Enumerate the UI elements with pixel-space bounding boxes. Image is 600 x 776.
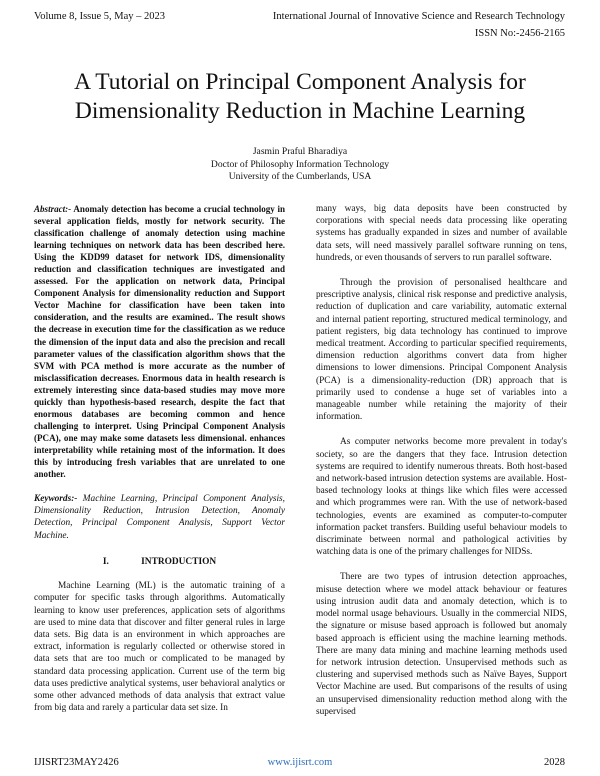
- section-number: I.: [102, 556, 109, 567]
- footer-paper-id: IJISRT23MAY2426: [34, 757, 119, 768]
- keywords-text: Machine Learning, Principal Component Analysis, Dimensionality Reduction, Intrusion Detection, Anomaly Detection, Principal Component Analysis, Support Vector Machine.: [34, 494, 285, 541]
- left-column: [34, 203, 285, 714]
- header-journal: International Journal of Innovative Science and Research Technology: [272, 11, 565, 22]
- abstract-text: Anomaly detection has become a crucial technology in several application fields, mostly for network security. The classification challenge of anomaly detection using machine learning techniques on network data has been described here. Using the KDD99 dataset for network IDS, dimensionality reduction and classification techniques are investigated and assessed. For the application on network data, Principal Component Analysis for dimensionality reduction and Support Vector Machine for classification have been taken into consideration, and the results are examined.. The result shows the decrease in execution time for the classification as we reduce the dimension of the input data and also the precision and recall parameter values of the classification algorithm shows that the SVM with PCA method is more accurate as the number of misclassification decreases. Enormous data in health research is extremely interesting since data-based studies may move more quickly than hypothesis-based research, despite the fact that enormous databases are becoming common and hence challenging to interpret. Using Principal Component Analysis (PCA), one may make some datasets less dimensional. enhances interpretability while retaining most of the information. It does this by introducing fresh variables that are unrelated to one another.: [34, 204, 286, 480]
- abstract: [34, 203, 285, 480]
- right-column: [316, 203, 567, 718]
- right-paragraph-2: Through the provision of personalised healthcare and prescriptive analysis, clinical risk response and predictive analysis, reduction of duplication and care variability, automatic external and internal patient reporting, structured medical terminology, and patient registers, big data technology has continued to improve medical treatment. According to particular specified requirements, dimension reduction algorithms convert data from higher dimensions to lower dimensions. Principal Component Analysis (PCA) is a dimensionality-reduction (DR) approach that is primarily used to condense a huge set of variables into a manageable number while retaining the majority of their information.: [316, 278, 567, 423]
- right-paragraph-4: There are two types of intrusion detection approaches, misuse detection where we model attack behaviour or features using intrusion audit data and anomaly detection, which is to model normal usage behaviours. Usually in the commercial NIDS, the signature or misuse based approach is followed but anomaly based approach is efficient using the machine learning methods. There are many data mining and machine learning methods used for network intrusion detection. Unsupervised methods such as clustering and supervised methods such as Naïve Bayes, Support Vector Machine are used. But comparisons of the results of using an unsupervised dimensionality reduction method along with the supervised: [316, 572, 567, 717]
- paper-title: A Tutorial on Principal Component Analysis for Dimensionality Reduction in Machine Learning: [74, 69, 526, 124]
- author-block: [0, 146, 600, 184]
- author-affiliation: University of the Cumberlands, USA: [228, 171, 372, 182]
- section-heading: [34, 556, 285, 568]
- author-name: Jasmin Praful Bharadiya: [252, 146, 348, 157]
- section-title: INTRODUCTION: [141, 556, 217, 567]
- right-paragraph-3: As computer networks become more prevalent in today's society, so are the dangers that they face. Intrusion detection systems are required to identify numerous threats. Both host-based and network-based intrusion detection systems are available. Host-based technology looks at things like which files were accessed and which programmes were ran. With the use of network-based technologies, events are examined as computer-to-computer information packet transfers. Building useful behaviour models to discriminate between normal and pathological activities by watching data is one of the primary challenges for NIDSs.: [316, 437, 567, 558]
- right-paragraph-1: many ways, big data deposits have been constructed by corporations with special needs data processing like operating systems has gradually expanded in sizes and number of available data sets, will need massively parallel software running on tens, hundreds, or even thousands of servers to run parallel software.: [316, 204, 567, 263]
- author-degree: Doctor of Philosophy Information Technology: [210, 158, 390, 170]
- intro-paragraph: Machine Learning (ML) is the automatic training of a computer for specific tasks through algorithms. Automatically learning to know user preferences, application sets of algorithms are used to mine data that discover and filter general rules in large data sets. Big data is an environment in which approaches are extract, information is regularly collected or otherwise stored in data sets that are too much or complicated to be managed by standard data processing application. Current use of the term big data uses predictive analytical systems, user behavioral analytics or some other advanced methods of data analysis that extract value from big data and rarely a particular data set size. In: [34, 581, 285, 714]
- header-volume: Volume 8, Issue 5, May – 2023: [34, 11, 166, 22]
- keywords: [34, 493, 285, 542]
- footer-page-number: 2028: [544, 757, 565, 768]
- keywords-label: Keywords:-: [34, 494, 78, 505]
- header-issn: ISSN No:-2456-2165: [474, 28, 565, 39]
- footer-website-link[interactable]: www.ijisrt.com: [267, 757, 333, 768]
- abstract-label: Abstract:-: [34, 204, 72, 214]
